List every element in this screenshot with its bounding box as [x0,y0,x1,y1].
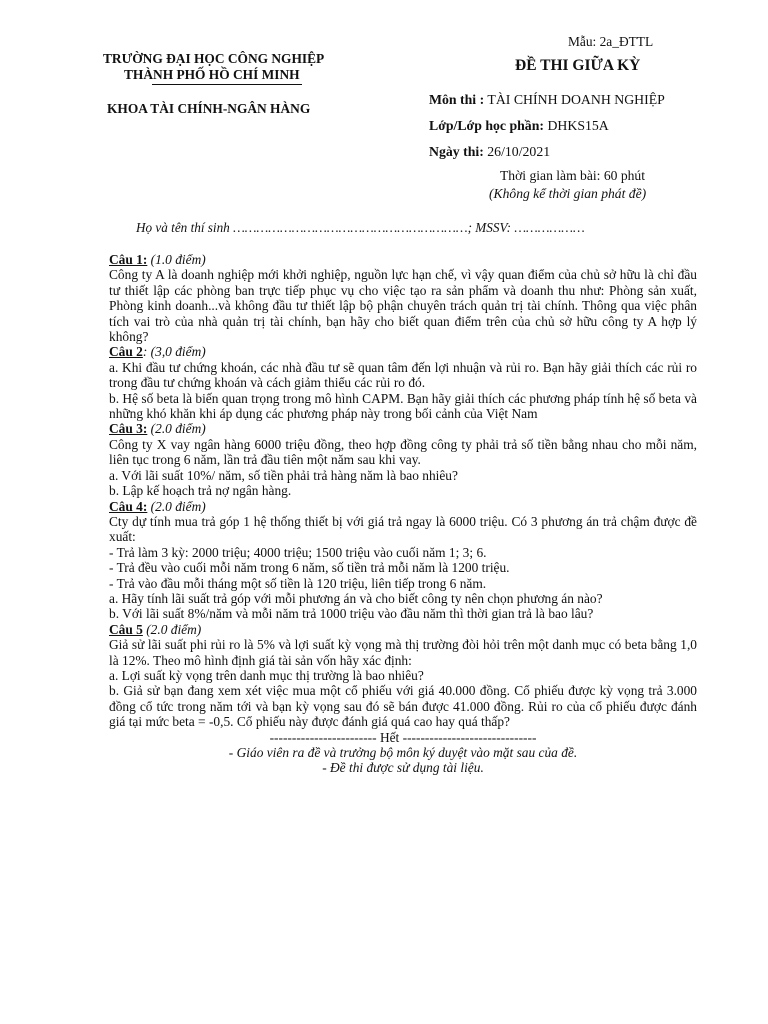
question-heading [109,622,697,637]
end-marker: ------------------------ Hết ------------------------------ [269,729,537,745]
question-text: a. Với lãi suất 10%/ năm, số tiền phải trả hàng năm là bao nhiêu? [109,467,458,483]
question-label: Câu 2 [109,344,143,360]
question-text: Công ty A là doanh nghiệp mới khởi nghiệp, nguồn lực hạn chế, vì vậy quan điểm của chủ sở hữu là chỉ đầu tư thiết lập các phòng ban trực tiếp phục vụ cho việc tạo ra sản phẩm và doanh thu như: Phòng sản xuất, Phòng kinh doanh...và không đầu tư thiết lập bộ phận chuyên trách quản trị tài chính. Thông qua việc phân tích vai trò của nhà quản trị tài chính, bạn hãy cho biết quan điểm trên của chủ sở hữu công ty A hợp lý không? [109,267,697,345]
question-text: b. Hệ số beta là biến quan trọng trong mô hình CAPM. Bạn hãy giải thích các phương pháp tính hệ số beta và những khó khăn khi áp dụng các phương pháp này trong bối cảnh của Việt Nam [109,390,697,422]
question-3 [109,421,697,498]
class-row [429,118,609,134]
question-2 [109,344,697,421]
question-label: Câu 5 [109,621,143,637]
question-label: Câu 3: [109,421,148,437]
question-heading [109,344,697,359]
university-underline [152,84,302,85]
question-text: - Trả làm 3 kỳ: 2000 triệu; 4000 triệu; 1500 triệu vào cuối năm 1; 3; 6. [109,544,487,560]
university-name-line2: THÀNH PHỐ HỒ CHÍ MINH [124,67,300,82]
exam-questions [109,252,697,776]
date-value: 26/10/2021 [487,144,551,159]
question-heading [109,421,697,436]
question-text: b. Với lãi suất 8%/năm và mỗi năm trả 1000 triệu vào đầu năm thì thời gian trả là bao lâu? [109,606,594,622]
question-heading [109,252,697,267]
question-points: (1.0 điểm) [147,252,206,267]
duration: Thời gian làm bài: 60 phút [500,168,645,183]
subject-value: TÀI CHÍNH DOANH NGHIỆP [487,92,665,107]
form-code: Mẫu: 2a_ĐTTL [568,34,654,49]
question-label: Câu 4: [109,498,148,514]
university-name-line1: TRƯỜNG ĐẠI HỌC CÔNG NGHIỆP [103,51,325,66]
faculty-name: KHOA TÀI CHÍNH-NGÂN HÀNG [107,101,311,116]
question-text: - Trả vào đầu mỗi tháng một số tiền là 120 triệu, liên tiếp trong 6 năm. [109,575,487,591]
question-text: - Trả đều vào cuối mỗi năm trong 6 năm, số tiền trả mỗi năm là 1200 triệu. [109,560,510,576]
question-text: b. Giả sử bạn đang xem xét việc mua một cổ phiếu với giá 40.000 đồng. Cổ phiếu được kỳ vọng trả 3.000 đồng cổ tức trong năm tới và bạn kỳ vọng sau đó sẽ bán được 41.000 đồng. Rủi ro của cổ phiếu được đánh giá tại mức beta = -0,5. Cổ phiếu này được đánh giá quá cao hay quá thấp? [109,683,697,730]
class-value: DHKS15A [547,118,609,133]
question-text: Giả sử lãi suất phi rủi ro là 5% và lợi suất kỳ vọng mà thị trường đòi hỏi trên một danh mục có beta bằng 1,0 là 12%. Theo mô hình định giá tài sản vốn hãy xác định: [109,637,697,668]
student-info-line: Họ và tên thí sinh ……………………………………………………; MSSV: ……………… [136,220,585,235]
question-label: Câu 1: [109,252,148,267]
class-label: Lớp/Lớp học phần: [429,118,544,133]
question-4 [109,499,697,622]
footer-note-signature: - Giáo viên ra đề và trưởng bộ môn ký duyệt vào mặt sau của đề. [228,745,578,760]
question-text: a. Lợi suất kỳ vọng trên danh mục thị trường là bao nhiêu? [109,667,424,683]
date-label: Ngày thi: [429,144,484,159]
question-points: (2.0 điểm) [142,621,202,637]
question-points: (2.0 điểm) [147,498,206,514]
duration-note: (Không kể thời gian phát đề) [489,186,647,201]
date-row [429,144,550,160]
question-5 [109,622,697,730]
question-points: : (3,0 điểm) [142,344,206,360]
question-text: Cty dự tính mua trả góp 1 hệ thống thiết bị với giá trả ngay là 6000 triệu. Có 3 phương án trả chậm được đề xuất: [109,513,697,545]
footer-note-materials: - Đề thi được sử dụng tài liệu. [322,760,484,776]
question-points: (2.0 điểm) [147,421,206,437]
question-heading [109,499,697,514]
question-text: a. Khi đầu tư chứng khoán, các nhà đầu tư sẽ quan tâm đến lợi nhuận và rủi ro. Bạn hãy giải thích các rủi ro trong đầu tư chứng khoán và cách giảm thiểu các rủi ro đó. [109,359,697,391]
question-text: b. Lập kế hoạch trả nợ ngân hàng. [109,483,292,499]
subject-label: Môn thi : [429,92,485,107]
exam-title: ĐỀ THI GIỮA KỲ [515,57,641,74]
question-text: a. Hãy tính lãi suất trả góp với mỗi phương án và cho biết công ty nên chọn phương án nào? [109,590,603,606]
subject-row [429,92,665,108]
question-text: Công ty X vay ngân hàng 6000 triệu đồng, theo hợp đồng công ty phải trả số tiền bằng nhau cho mỗi năm, liên tục trong 6 năm, lần trả đầu tiên một năm sau khi vay. [109,436,697,468]
question-1 [109,252,697,344]
